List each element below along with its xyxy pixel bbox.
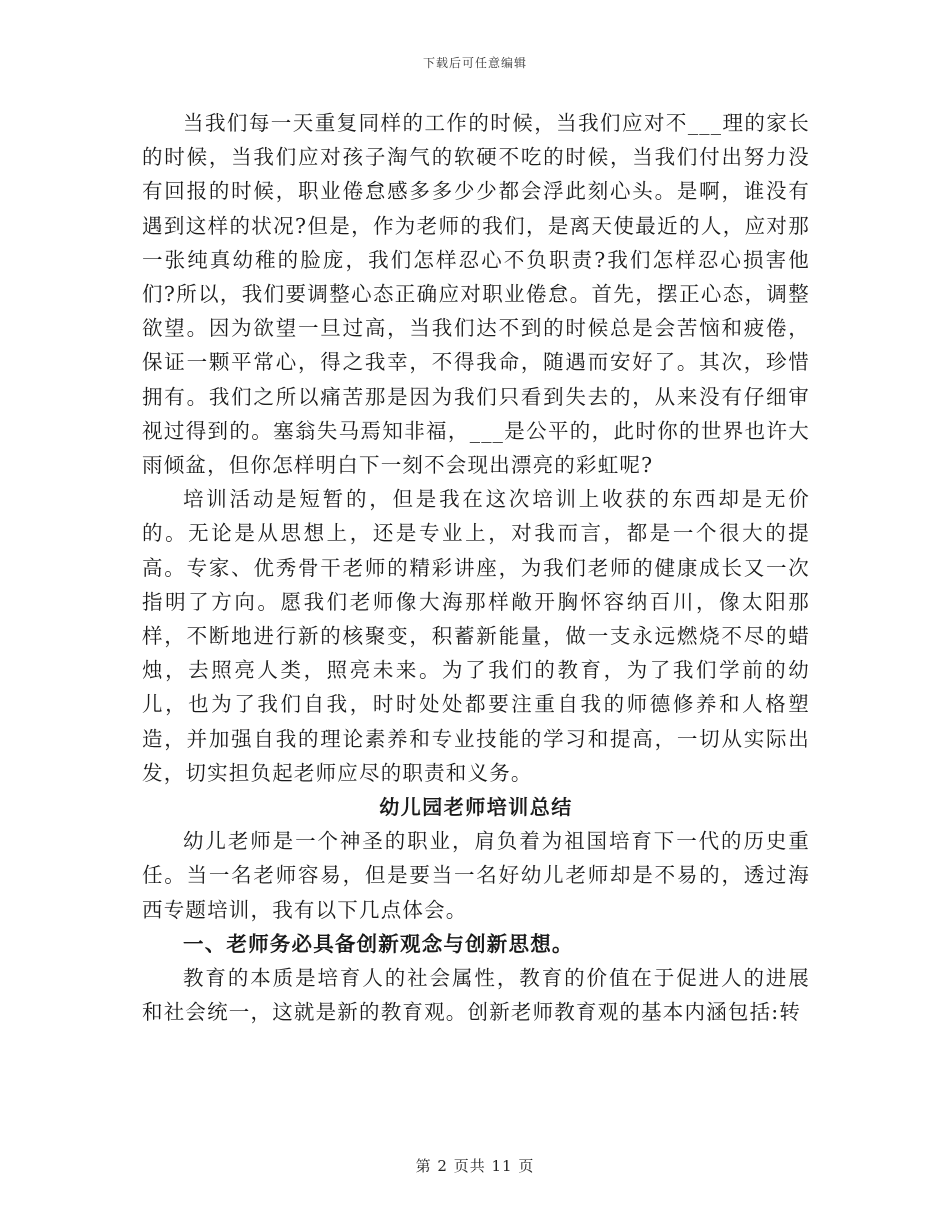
paragraph-1: 当我们每一天重复同样的工作的时候，当我们应对不___理的家长的时候，当我们应对孩子淘气的软硬不吃的时候，当我们付出努力没有回报的时候，职业倦怠感多多少少都会浮此刻心头。是啊，谁没有遇到这样的状况?但是，作为老师的我们，是离天使最近的人，应对那一张纯真幼稚的脸庞，我们怎样忍心不负职责?我们怎样忍心损害他们?所以，我们要调整心态正确应对职业倦怠。首先，摆正心态，调整欲望。因为欲望一旦过高，当我们达不到的时候总是会苦恼和疲倦，保证一颗平常心，得之我幸，不得我命，随遇而安好了。其次，珍惜拥有。我们之所以痛苦那是因为我们只看到失去的，从来没有仔细审视过得到的。塞翁失马焉知非福，___是公平的，此时你的世界也许大雨倾盆，但你怎样明白下一刻不会现出漂亮的彩虹呢? [142, 111, 810, 478]
section-heading-1: 一、老师务必具备创新观念与创新思想。 [183, 931, 574, 956]
document-body [142, 106, 810, 1029]
paragraph-2: 培训活动是短暂的，但是我在这次培训上收获的东西却是无价的。无论是从思想上，还是专业上，对我而言，都是一个很大的提高。专家、优秀骨干老师的精彩讲座，为我们老师的健康成长又一次指明了方向。愿我们老师像大海那样敞开胸怀容纳百川，像太阳那样，不断地进行新的核聚变，积蓄新能量，做一支永远燃烧不尽的蜡烛，去照亮人类，照亮未来。为了我们的教育，为了我们学前的幼儿，也为了我们自我，时时处处都要注重自我的师德修养和人格塑造，并加强自我的理论素养和专业技能的学习和提高，一切从实际出发，切实担负起老师应尽的职责和义务。 [142, 487, 810, 785]
paragraph-3: 幼儿老师是一个神圣的职业，肩负着为祖国培育下一代的历史重任。当一名老师容易，但是要当一名好幼儿老师却是不易的，透过海西专题培训，我有以下几点体会。 [142, 829, 810, 922]
page-header: 下载后可任意编辑 [422, 56, 527, 70]
paragraph-4: 教育的本质是培育人的社会属性，教育的价值在于促进人的进展和社会统一，这就是新的教育观。创新老师教育观的基本内涵包括:转 [142, 966, 810, 1025]
section-title: 幼儿园老师培训总结 [379, 795, 573, 820]
page-footer: 第 2 页共 11 页 [415, 1157, 535, 1175]
